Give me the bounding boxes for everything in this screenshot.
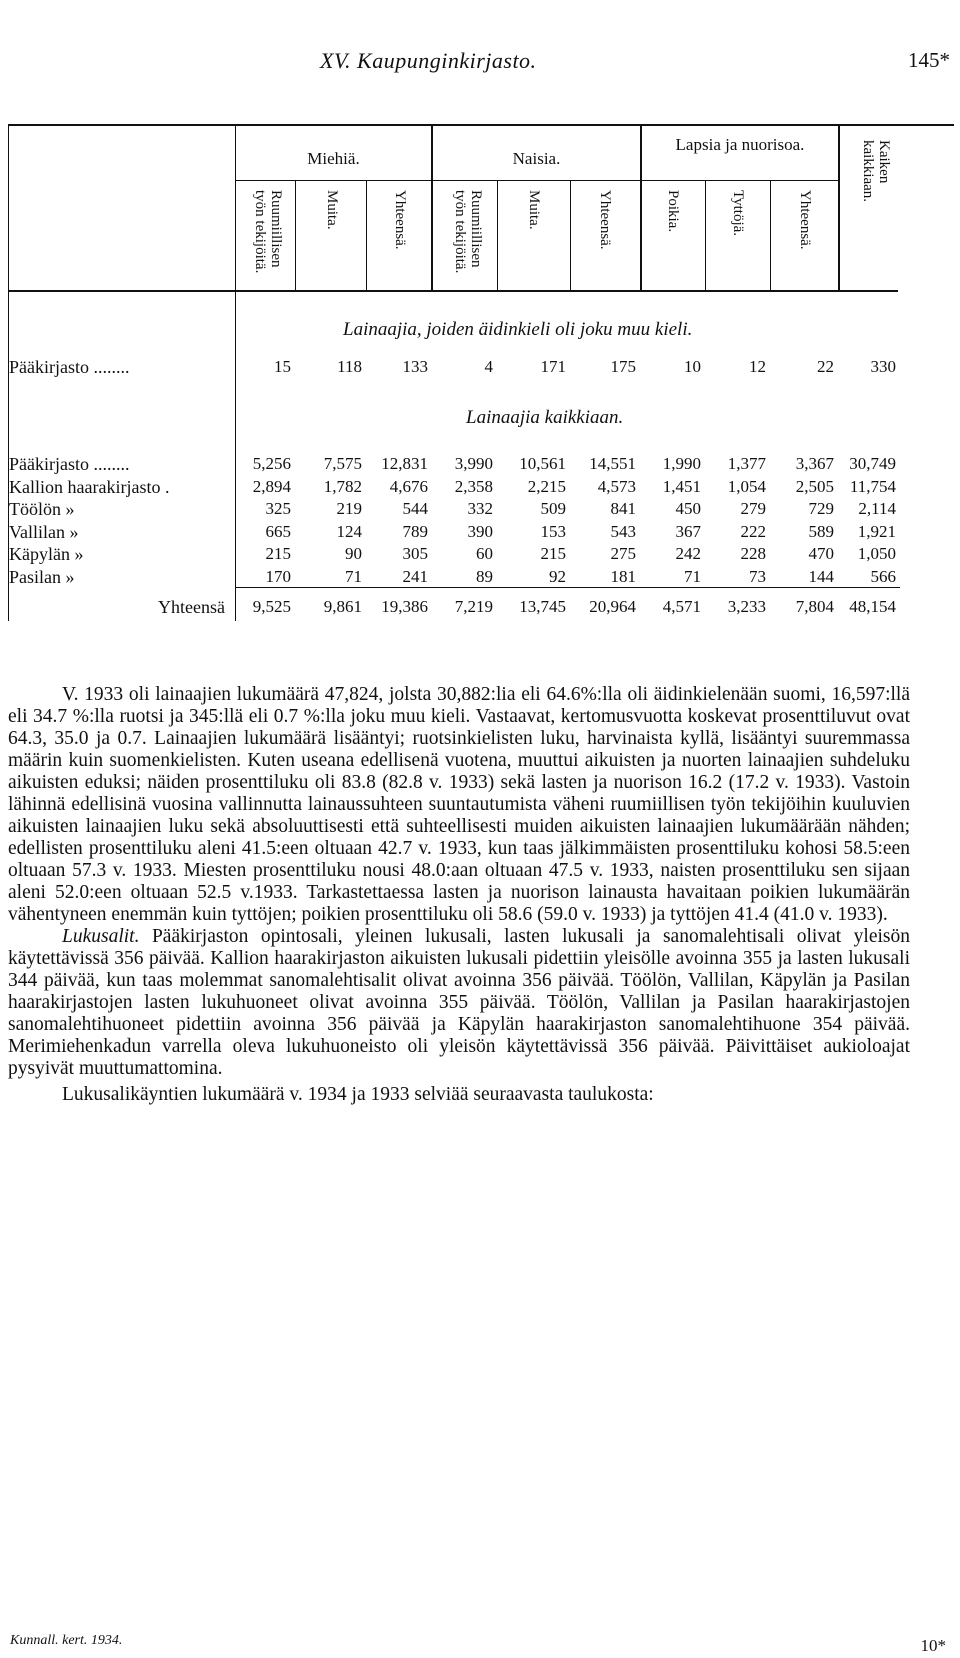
all-borrowers-row-cell: 11,754	[849, 476, 896, 496]
all-borrowers-row-cell: 665	[265, 521, 291, 541]
col-header-men-total: Yhteensä.	[392, 190, 408, 250]
paragraph-reading-rooms	[8, 926, 910, 1080]
all-borrowers-row-cell: 509	[540, 499, 566, 518]
all-borrowers-row-cell: 332	[467, 499, 493, 518]
reading-rooms-lead: Lukusalit.	[62, 926, 140, 947]
group-header-children: Lapsia ja nuorisoa.	[675, 135, 805, 154]
all-borrowers-row-cell: 181	[610, 566, 636, 586]
total-row-cell: 20,964	[589, 597, 636, 616]
page-number: 145*	[908, 48, 950, 72]
all-borrowers-row-label: Vallilan »	[9, 521, 79, 542]
total-row-cell: 13,745	[519, 597, 566, 616]
other-language-row-cell: 175	[610, 357, 636, 376]
all-borrowers-row-cell: 92	[549, 566, 566, 586]
other-language-row-label: Pääkirjasto ........	[9, 357, 130, 377]
all-borrowers-row-cell: 2,894	[252, 476, 291, 496]
other-language-row-cell: 4	[484, 357, 493, 376]
total-row-cell: 4,571	[662, 597, 701, 616]
all-borrowers-row-cell: 275	[610, 544, 636, 563]
all-borrowers-row-cell: 2,215	[527, 476, 566, 496]
col-header-men-manual: Ruumiillisen työn tekijöitä.	[252, 190, 284, 274]
other-language-row-cell: 10	[684, 357, 701, 376]
all-borrowers-row-cell: 215	[540, 544, 566, 563]
group-divider	[640, 126, 642, 290]
col-divider	[366, 180, 367, 290]
all-borrowers-row-cell: 789	[402, 521, 428, 541]
all-borrowers-row-cell: 170	[265, 566, 291, 586]
group-header-rule	[235, 180, 838, 181]
all-borrowers-row-cell: 219	[336, 499, 362, 518]
all-borrowers-row-cell: 5,256	[252, 454, 291, 473]
total-row-cell: 7,804	[795, 597, 834, 616]
all-borrowers-row-cell: 3,990	[454, 454, 493, 473]
all-borrowers-row-label: Kallion haarakirjasto .	[9, 476, 170, 497]
other-language-row-cell: 171	[540, 357, 566, 376]
total-row-cell: 9,525	[252, 597, 291, 616]
total-row-cell: 3,233	[727, 597, 766, 616]
all-borrowers-row-cell: 124	[336, 521, 362, 541]
body-text	[8, 684, 910, 1106]
col-divider	[570, 180, 571, 290]
all-borrowers-row-cell: 73	[749, 566, 766, 586]
all-borrowers-row-cell: 153	[540, 521, 566, 541]
all-borrowers-row-cell: 60	[476, 544, 493, 563]
all-borrowers-row-cell: 222	[740, 521, 766, 541]
col-header-women-total: Yhteensä.	[597, 190, 613, 250]
running-header-title: XV. Kaupunginkirjasto.	[320, 48, 537, 73]
all-borrowers-row-cell: 12,831	[381, 454, 428, 473]
total-rule	[235, 587, 900, 588]
group-header-women: Naisia.	[512, 149, 561, 168]
all-borrowers-row-cell: 71	[345, 566, 362, 586]
reading-rooms-text: Pääkirjaston opintosali, yleinen lukusali, lasten lukusali ja sanomalehtisali olivat yleisön käytettävissä 356 päivää. Kallion haarakirjaston aikuisten lukusali pidettiin yleisölle avoinna 355 ja lasten lukusali 344 päivää, kun taas molemmat sanomalehtisalit olivat avoinna 356 päivää. Töölön, Vallilan, Käpylän ja Pasilan haarakirjastojen lasten lukuhuoneet olivat avoinna 355 päivää. Töölön, Vallilan ja Pasilan haarakirjastojen sanomalehtihuoneet pidettiin avoinna 356 päivää ja Käpylän haarakirjaston sanomalehtihuone 354 päivää. Merimiehenkadun varrella oleva lukuhuoneisto oli yleisön käytettävissä 356 päivää. Päivittäiset aukioloajat pysyivät muuttumattomina.	[8, 926, 910, 1079]
all-borrowers-row-cell: 7,575	[323, 454, 362, 473]
all-borrowers-row-cell: 3,367	[795, 454, 834, 473]
all-borrowers-row-label: Töölön »	[9, 499, 75, 519]
all-borrowers-row-cell: 14,551	[589, 454, 636, 473]
all-borrowers-row-cell: 543	[610, 521, 636, 541]
all-borrowers-row-cell: 390	[467, 521, 493, 541]
other-language-row-cell: 330	[870, 357, 896, 376]
col-header-men-other: Muita.	[324, 190, 340, 230]
group-divider	[838, 126, 840, 290]
paragraph-visits: Lukusalikäyntien lukumäärä v. 1934 ja 1933 selviää seuraavasta taulukosta:	[62, 1084, 654, 1105]
section-title-other-language: Lainaajia, joiden äidinkieli oli joku muu kieli.	[343, 319, 693, 340]
other-language-row-cell: 15	[274, 357, 291, 376]
other-language-row-cell: 133	[402, 357, 428, 376]
col-header-women-manual: Ruumiillisen työn tekijöitä.	[452, 190, 484, 274]
total-row-cell: 19,386	[381, 597, 428, 616]
all-borrowers-row-label: Käpylän »	[9, 544, 84, 564]
all-borrowers-row-cell: 729	[808, 499, 834, 518]
all-borrowers-row-cell: 450	[675, 499, 701, 518]
all-borrowers-row-cell: 1,050	[857, 544, 896, 563]
col-header-grand-total: Kaiken kaikkiaan.	[860, 140, 892, 203]
col-divider	[705, 180, 706, 290]
table-top-rule	[8, 124, 954, 126]
all-borrowers-row-cell: 71	[684, 566, 701, 586]
total-row-label: Yhteensä	[158, 597, 225, 617]
other-language-row-cell: 22	[817, 357, 834, 376]
all-borrowers-row-cell: 90	[345, 544, 362, 563]
group-header-men: Miehiä.	[307, 149, 360, 168]
all-borrowers-row-cell: 215	[265, 544, 291, 563]
all-borrowers-row-cell: 841	[610, 499, 636, 518]
all-borrowers-row-cell: 1,054	[727, 476, 766, 496]
all-borrowers-row-cell: 1,377	[727, 454, 766, 473]
col-header-children-total: Yhteensä.	[797, 190, 813, 250]
col-divider	[497, 180, 498, 290]
footer-source: Kunnall. kert. 1934.	[10, 1633, 123, 1648]
all-borrowers-row-cell: 241	[402, 566, 428, 586]
all-borrowers-row-cell: 279	[740, 499, 766, 518]
all-borrowers-row-cell: 4,573	[597, 476, 636, 496]
all-borrowers-row-label: Pasilan »	[9, 566, 75, 587]
all-borrowers-row-cell: 2,114	[858, 499, 896, 518]
other-language-row-cell: 118	[337, 357, 362, 376]
col-divider	[770, 180, 771, 290]
total-row-cell: 9,861	[323, 597, 362, 616]
all-borrowers-row-cell: 10,561	[519, 454, 566, 473]
total-row-cell: 48,154	[849, 597, 896, 616]
all-borrowers-row-cell: 470	[808, 544, 834, 563]
all-borrowers-row-cell: 2,358	[454, 476, 493, 496]
footer-signature: 10*	[920, 1636, 946, 1655]
section-title-all-borrowers: Lainaajia kaikkiaan.	[466, 407, 624, 428]
all-borrowers-row-cell: 1,782	[323, 476, 362, 496]
all-borrowers-row-cell: 544	[402, 499, 428, 518]
all-borrowers-row-cell: 228	[740, 544, 766, 563]
col-divider	[295, 180, 296, 290]
all-borrowers-row-cell: 144	[808, 566, 834, 586]
all-borrowers-row-cell: 4,676	[389, 476, 428, 496]
all-borrowers-row-cell: 2,505	[795, 476, 834, 496]
all-borrowers-row-cell: 30,749	[849, 454, 896, 473]
all-borrowers-row-cell: 242	[675, 544, 701, 563]
col-header-girls: Tyttöjä.	[730, 190, 746, 237]
other-language-row-cell: 12	[749, 357, 766, 376]
all-borrowers-row-cell: 1,990	[662, 454, 701, 473]
all-borrowers-row-cell: 566	[870, 566, 896, 586]
paragraph-borrowers: V. 1933 oli lainaajien lukumäärä 47,824, jolsta 30,882:lia eli 64.6%:lla oli äidinkielenään suomi, 16,597:llä eli 34.7 %:lla ruotsi ja 345:llä eli 0.7 %:lla joku muu kieli. Vastaavat, kertomusvuotta koskevat prosenttiluvut ovat 64.3, 35.0 ja 0.7. Lainaajien lukumäärä lisääntyi; ruotsinkielisten luku, harvinaista kyllä, lisääntyi suuremmassa määrin kuin suomenkielisten. Kuten useana edellisenä vuotena, muuttui aikuisten ja nuorten lainaajien suhdeluku aikuisten eduksi; näiden prosenttiluku oli 83.8 (82.8 v. 1933) sekä lasten ja nuorison 16.2 (17.2 v. 1933). Vastoin lähinnä edellisinä vuosina vallinnutta lainaussuhteen suuntautumista väheni ruumiillisen työn tekijöihin kuuluvien aikuisten lainaajien luku sekä absoluuttisesti että suhteellisesti muiden aikuisten lainaajien lukumäärään nähden; edellisten prosenttiluku aleni 41.5:een oltuaan 42.7 v. 1933, kun taas jälkimmäisten prosenttiluku kohosi 58.5:een oltuaan 57.3 v. 1933. Miesten prosenttiluku nousi 48.0:aan oltuaan 47.5 v. 1933, naisten prosenttiluku sen sijaan aleni 52.0:een oltuaan 52.5 v.1933. Tarkastettaessa lasten ja nuorison lainausta havaitaan poikien lukumäärän vähentyneen enemmän kuin tyttöjen; poikien prosenttiluku oli 58.6 (59.0 v. 1933) ja tyttöjen 41.4 (41.0 v. 1933).	[8, 684, 910, 925]
all-borrowers-row-cell: 89	[476, 566, 493, 586]
col-header-women-other: Muita.	[526, 190, 542, 230]
all-borrowers-row-cell: 1,451	[662, 476, 701, 496]
all-borrowers-row-label: Pääkirjasto ........	[9, 454, 130, 474]
all-borrowers-row-cell: 367	[675, 521, 701, 541]
col-header-boys: Poikia.	[665, 190, 681, 233]
all-borrowers-row-cell: 305	[402, 544, 428, 563]
total-row-cell: 7,219	[454, 597, 493, 616]
all-borrowers-row-cell: 1,921	[857, 521, 896, 541]
all-borrowers-row-cell: 325	[265, 499, 291, 518]
all-borrowers-row-cell: 589	[808, 521, 834, 541]
